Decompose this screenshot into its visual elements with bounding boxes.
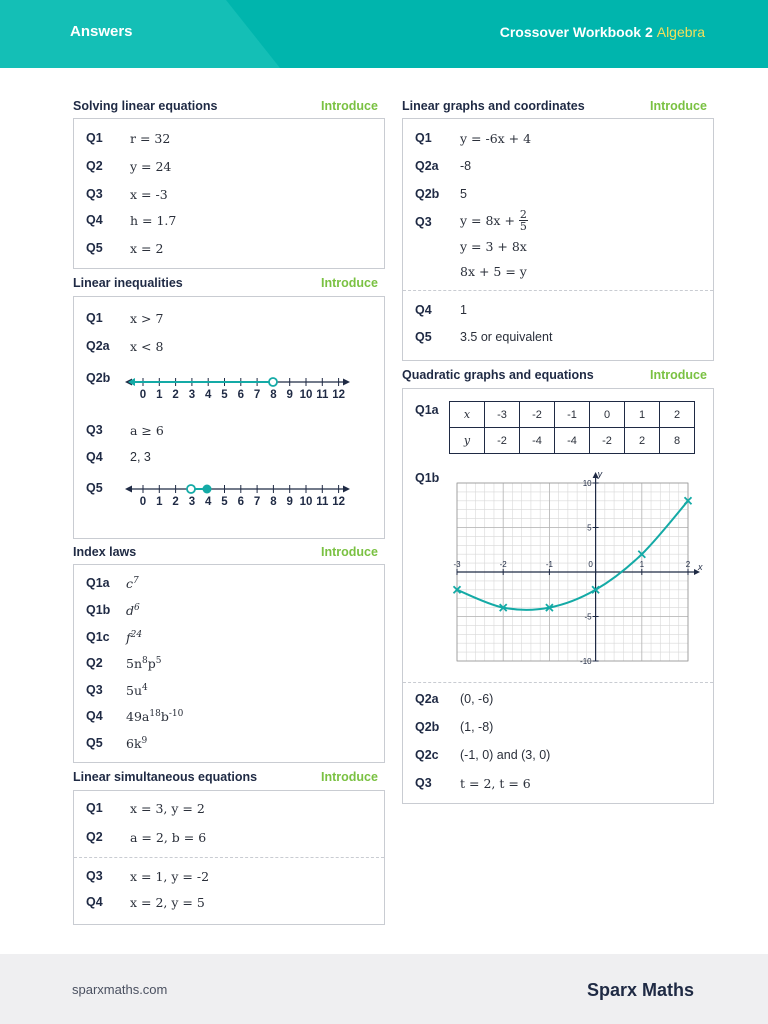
section-title-index-laws: Index laws — [73, 545, 137, 559]
tick-label: 0 — [139, 389, 147, 401]
tick-label: 4 — [204, 496, 212, 508]
question-label: Q3 — [86, 423, 103, 437]
closed-circle-marker — [203, 485, 212, 494]
number-line-axis — [125, 485, 350, 508]
question-label: Q2a — [415, 692, 439, 706]
table-cell: -4 — [520, 428, 555, 454]
table-cell: 1 — [625, 402, 660, 428]
table-cell: 2 — [660, 402, 695, 428]
answer-text — [126, 576, 139, 591]
introduce-label: Introduce — [650, 368, 707, 382]
tick-label: 1 — [156, 389, 163, 401]
answer-base: c — [126, 576, 134, 592]
tick-label: 5 — [221, 496, 228, 508]
answer-text: x > 7 — [130, 311, 164, 326]
y-tick-label: -5 — [584, 612, 592, 622]
tick-label: 10 — [299, 389, 313, 401]
header-answers-label: Answers — [70, 23, 133, 40]
footer-url: sparxmaths.com — [72, 982, 168, 997]
number-line-q5 — [124, 479, 364, 519]
table-row — [450, 402, 695, 428]
answer-text — [126, 656, 162, 671]
dashed-divider — [403, 682, 713, 683]
question-label: Q2b — [415, 720, 440, 734]
header-title — [500, 24, 705, 40]
question-label: Q2a — [86, 339, 110, 353]
answer-text — [460, 209, 528, 232]
question-label: Q2b — [415, 187, 440, 201]
introduce-label: Introduce — [650, 99, 707, 113]
tick-label: 2 — [172, 496, 179, 508]
tick-label: 8 — [270, 496, 277, 508]
fraction-denominator: 5 — [519, 220, 527, 233]
dashed-divider — [74, 857, 384, 858]
tick-label: 1 — [156, 496, 163, 508]
y-tick-label: -10 — [580, 657, 592, 666]
tick-label: 10 — [299, 496, 313, 508]
section-title-linear-graphs: Linear graphs and coordinates — [402, 99, 585, 113]
answer-text: (1, -8) — [460, 720, 494, 734]
tick-label: 6 — [237, 496, 245, 508]
table-row — [450, 428, 695, 454]
question-label: Q4 — [86, 450, 103, 464]
answer-text: x = 3, y = 2 — [130, 801, 205, 816]
tick-label: 0 — [139, 496, 147, 508]
answer-text: a ≥ 6 — [130, 423, 164, 438]
subject-label: Algebra — [656, 24, 705, 40]
x-tick-label: -3 — [453, 560, 461, 569]
tick-label: 6 — [237, 389, 245, 401]
answer-text: -8 — [460, 159, 472, 173]
section-title-linear-inequalities: Linear inequalities — [73, 276, 183, 290]
quadratic-curve — [457, 501, 688, 610]
answer-base: 5n — [126, 656, 143, 672]
answer-text: 1 — [460, 303, 467, 317]
arrow-right-icon — [343, 379, 350, 386]
answer-text: y = 24 — [130, 159, 172, 174]
question-label: Q5 — [86, 481, 103, 495]
question-label: Q2 — [86, 656, 103, 670]
dashed-divider — [403, 290, 713, 291]
table-header-y: y — [450, 428, 485, 454]
section-title-simultaneous: Linear simultaneous equations — [73, 770, 258, 784]
answer-text: (0, -6) — [460, 692, 494, 706]
answer-text: r = 32 — [130, 131, 171, 146]
answer-text: y = 3 + 8x — [460, 239, 527, 254]
answer-text: h = 1.7 — [130, 213, 177, 228]
question-label: Q4 — [86, 709, 103, 723]
answer-base: 6k — [126, 736, 142, 752]
tick-label: 7 — [253, 389, 261, 401]
answer-text: 3.5 or equivalent — [460, 330, 553, 344]
tick-label: 11 — [316, 389, 329, 401]
solving-linear-box — [73, 118, 385, 269]
introduce-label: Introduce — [321, 276, 378, 290]
index-laws-box — [73, 564, 385, 763]
open-circle-marker — [269, 378, 277, 386]
question-label: Q1 — [86, 131, 103, 145]
answer-text: (-1, 0) and (3, 0) — [460, 748, 551, 762]
answer-text: x < 8 — [130, 339, 164, 354]
table-cell: -3 — [485, 402, 520, 428]
answer-exponent: 9 — [141, 736, 148, 746]
tick-label: 9 — [286, 496, 293, 508]
introduce-label: Introduce — [321, 545, 378, 559]
tick-label: 3 — [188, 496, 196, 508]
quadratic-box — [402, 388, 714, 804]
tick-label: 3 — [188, 389, 196, 401]
answer-exponent: -10 — [168, 709, 184, 719]
answer-base: 49a — [126, 709, 150, 725]
answer-exponent: 7 — [133, 576, 139, 586]
question-label: Q1c — [86, 630, 110, 644]
question-label: Q1a — [86, 576, 110, 590]
page-header — [0, 0, 768, 68]
answer-prefix: y = 8x + — [460, 213, 519, 228]
table-cell: -2 — [485, 428, 520, 454]
question-label: Q1a — [415, 403, 439, 417]
question-label: Q1b — [86, 603, 111, 617]
question-label: Q5 — [86, 241, 103, 255]
answer-text: 8x + 5 = y — [460, 264, 527, 279]
page-footer — [0, 954, 768, 1024]
introduce-label: Introduce — [321, 99, 378, 113]
question-label: Q1 — [86, 801, 103, 815]
tick-label: 11 — [316, 496, 329, 508]
answer-exponent: 24 — [130, 630, 143, 640]
answer-text: 5 — [460, 187, 467, 201]
question-label: Q3 — [86, 187, 103, 201]
fraction — [519, 209, 528, 232]
question-label: Q2b — [86, 371, 111, 385]
number-line-q2b — [124, 371, 364, 411]
x-axis-label: x — [698, 562, 703, 572]
answer-base: b — [160, 709, 169, 725]
answer-text — [126, 683, 148, 698]
answer-base: d — [126, 603, 135, 619]
question-label: Q4 — [86, 213, 103, 227]
y-tick-label: 10 — [582, 479, 592, 488]
values-table — [449, 401, 695, 454]
answer-exponent: 6 — [134, 603, 140, 613]
question-label: Q3 — [415, 776, 432, 790]
quadratic-graph — [441, 471, 707, 673]
tick-label: 12 — [332, 389, 345, 401]
section-title-quadratic: Quadratic graphs and equations — [402, 368, 594, 382]
table-cell: 2 — [625, 428, 660, 454]
question-label: Q1 — [86, 311, 103, 325]
answer-text: x = 1, y = -2 — [130, 869, 210, 884]
question-label: Q1 — [415, 131, 432, 145]
simultaneous-box — [73, 790, 385, 925]
answer-text — [126, 709, 183, 724]
y-axis-label: y — [597, 471, 603, 479]
tick-label: 9 — [286, 389, 293, 401]
x-tick-label: -1 — [545, 560, 553, 569]
x-tick-label: 1 — [639, 560, 645, 569]
tick-label: 12 — [332, 496, 345, 508]
answer-base: p — [147, 656, 156, 672]
answer-text — [126, 736, 147, 751]
answer-text — [126, 603, 140, 618]
table-cell: 0 — [590, 402, 625, 428]
question-label: Q4 — [86, 895, 103, 909]
x-tick-label: -2 — [499, 560, 507, 569]
question-label: Q3 — [86, 683, 103, 697]
introduce-label: Introduce — [321, 770, 378, 784]
linear-inequalities-box — [73, 296, 385, 539]
arrow-left-icon — [125, 486, 132, 493]
tick-label: 4 — [204, 389, 212, 401]
question-label: Q1b — [415, 471, 440, 485]
answer-text: x = 2, y = 5 — [130, 895, 205, 910]
answer-base: f — [126, 630, 131, 646]
table-cell: -1 — [555, 402, 590, 428]
tick-label: 8 — [270, 389, 277, 401]
answer-base: 5u — [126, 683, 143, 699]
answer-text — [126, 630, 142, 645]
linear-graphs-box — [402, 118, 714, 361]
x-tick-label: 0 — [588, 560, 593, 569]
question-label: Q4 — [415, 303, 432, 317]
tick-label: 7 — [253, 496, 261, 508]
tick-label: 2 — [172, 389, 179, 401]
table-cell: 8 — [660, 428, 695, 454]
table-header-x: x — [450, 402, 485, 428]
answer-exponent: 18 — [149, 709, 161, 719]
question-label: Q2 — [86, 159, 103, 173]
answer-text: y = -6x + 4 — [460, 131, 532, 146]
answer-text: 2, 3 — [130, 450, 151, 464]
answer-exponent: 8 — [142, 656, 148, 666]
question-label: Q3 — [415, 215, 432, 229]
question-label: Q2c — [415, 748, 439, 762]
table-cell: -4 — [555, 428, 590, 454]
answer-text: x = 2 — [130, 241, 164, 256]
answer-exponent: 5 — [155, 656, 162, 666]
question-label: Q5 — [86, 736, 103, 750]
table-cell: -2 — [520, 402, 555, 428]
question-label: Q2 — [86, 830, 103, 844]
y-tick-label: 5 — [587, 523, 592, 533]
header-accent-band — [0, 0, 280, 68]
fraction-numerator: 2 — [519, 208, 527, 221]
open-circle-marker — [187, 485, 195, 493]
answer-text: t = 2, t = 6 — [460, 776, 531, 791]
table-cell: -2 — [590, 428, 625, 454]
tick-label: 5 — [221, 389, 228, 401]
question-label: Q2a — [415, 159, 439, 173]
question-label: Q3 — [86, 869, 103, 883]
question-label: Q5 — [415, 330, 432, 344]
answer-exponent: 4 — [142, 683, 148, 693]
arrow-right-icon — [343, 486, 350, 493]
section-title-solving-linear: Solving linear equations — [73, 99, 218, 113]
answer-text: a = 2, b = 6 — [130, 830, 207, 845]
x-tick-label: 2 — [685, 560, 691, 569]
footer-brand-logo: Sparx Maths — [586, 980, 694, 1000]
workbook-title: Crossover Workbook 2 — [499, 24, 653, 40]
answer-text: x = -3 — [130, 187, 168, 202]
